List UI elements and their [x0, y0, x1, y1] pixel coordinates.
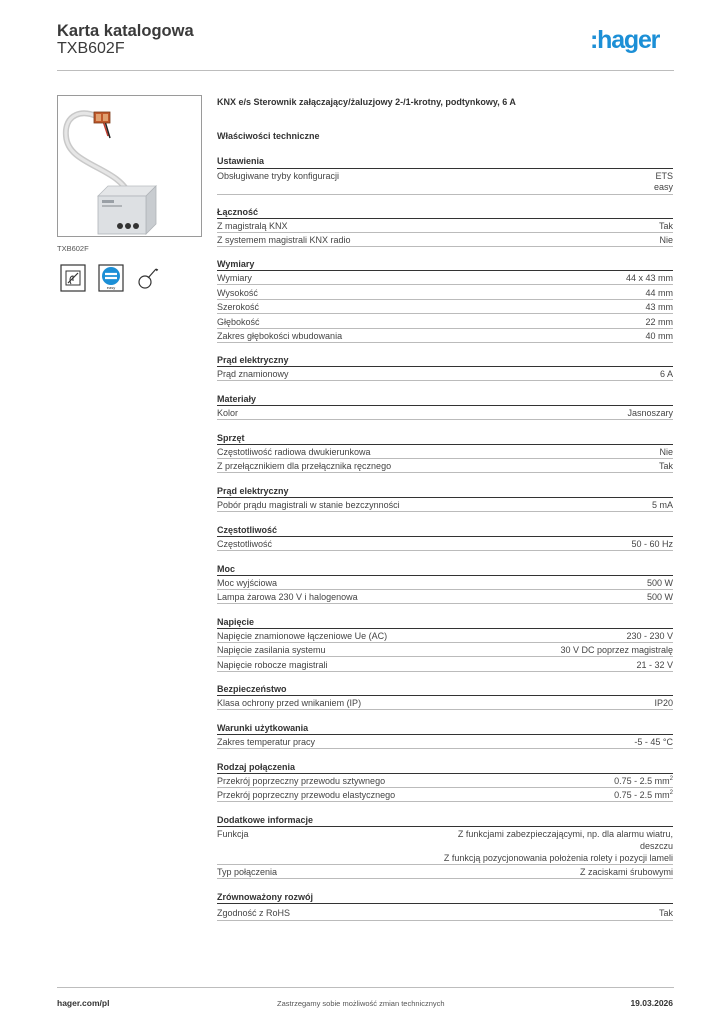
- touch-protection-icon: [60, 264, 86, 292]
- row-divider: [217, 299, 673, 300]
- section-divider: [217, 536, 673, 537]
- spec-value: Jasnoszary: [627, 408, 673, 418]
- section-divider: [217, 695, 673, 696]
- spec-value: 30 V DC poprzez magistralę: [560, 645, 673, 655]
- spec-label: Klasa ochrony przed wnikaniem (IP): [217, 698, 362, 708]
- footer-website-link[interactable]: hager.com/pl: [57, 998, 110, 1008]
- spec-label: Napięcie zasilania systemu: [217, 645, 326, 655]
- spec-label: Napięcie znamionowe łączeniowe Ue (AC): [217, 631, 388, 641]
- row-divider: [217, 380, 673, 381]
- section-divider: [217, 734, 673, 735]
- section-divider: [217, 405, 673, 406]
- spec-value: 6 A: [659, 369, 673, 379]
- spec-value: Nie: [659, 235, 673, 245]
- row-divider: [217, 458, 673, 459]
- hager-logo: [590, 27, 676, 55]
- row-divider: [217, 748, 673, 749]
- product-description: KNX e/s Sterownik załączający/żaluzjowy 2-/1-krotny, podtynkowy, 6 A: [217, 97, 516, 107]
- spec-value-text: 0.75 - 2.5 mm: [614, 790, 670, 800]
- row-divider: [217, 603, 673, 604]
- spec-value: 44 mm: [645, 288, 673, 298]
- technical-properties-title: Właściwości techniczne: [217, 131, 320, 141]
- row-divider: [217, 313, 673, 314]
- section-title: Rodzaj połączenia: [217, 762, 296, 772]
- spec-label: Kolor: [217, 408, 239, 418]
- section-title: Częstotliwość: [217, 525, 278, 535]
- row-divider: [217, 511, 673, 512]
- section-divider: [217, 168, 673, 169]
- section-divider: [217, 270, 673, 271]
- section-title: Ustawienia: [217, 156, 265, 166]
- spec-value: -5 - 45 °C: [634, 737, 673, 747]
- spec-value: 21 - 32 V: [636, 660, 673, 670]
- spec-value: Tak: [658, 221, 673, 231]
- row-divider: [217, 878, 673, 879]
- spec-value: Tak: [658, 908, 673, 918]
- superscript: 2: [669, 776, 673, 782]
- section-divider: [217, 575, 673, 576]
- row-divider: [217, 419, 673, 420]
- spec-value: 50 - 60 Hz: [631, 539, 673, 549]
- spec-value: IP20: [654, 698, 673, 708]
- row-divider: [217, 550, 673, 551]
- spec-value-line-2: easy: [653, 182, 673, 192]
- spec-value-text: 0.75 - 2.5 mm: [614, 776, 670, 786]
- spec-label: Zakres temperatur pracy: [217, 737, 316, 747]
- section-divider: [217, 903, 673, 904]
- spec-label: Pobór prądu magistrali w stanie bezczynności: [217, 500, 400, 510]
- spec-value: 500 W: [646, 592, 673, 602]
- row-divider: [217, 671, 673, 672]
- spec-value-line-3: Z funkcją pozycjonowania położenia rolety i pozycji lameli: [443, 853, 673, 863]
- hager-logo-text: :hager: [590, 27, 660, 54]
- footer-divider: [57, 987, 674, 988]
- spec-label: Szerokość: [217, 302, 260, 312]
- row-divider: [217, 656, 673, 657]
- footer-date: 19.03.2026: [630, 998, 673, 1008]
- section-title: Łączność: [217, 207, 259, 217]
- row-divider: [217, 642, 673, 643]
- row-divider: [217, 232, 673, 233]
- row-divider: [217, 342, 673, 343]
- spec-label: Częstotliwość radiowa dwukierunkowa: [217, 447, 371, 457]
- spec-value: 22 mm: [645, 317, 673, 327]
- section-title: Bezpieczeństwo: [217, 684, 287, 694]
- product-reference: TXB602F: [57, 40, 125, 57]
- spec-label: Zakres głębokości wbudowania: [217, 331, 343, 341]
- row-divider: [217, 589, 673, 590]
- spec-label: Głębokość: [217, 317, 260, 327]
- spec-label: Lampa żarowa 230 V i halogenowa: [217, 592, 358, 602]
- superscript: 2: [669, 790, 673, 796]
- row-divider: [217, 801, 673, 802]
- spec-label: Z magistralą KNX: [217, 221, 288, 231]
- spec-label: Częstotliwość: [217, 539, 273, 549]
- section-title: Dodatkowe informacje: [217, 815, 314, 825]
- spec-label: Wysokość: [217, 288, 258, 298]
- row-divider: [217, 920, 673, 921]
- image-caption: TXB602F: [57, 244, 89, 253]
- section-divider: [217, 773, 673, 774]
- spec-label: Funkcja: [217, 829, 249, 839]
- section-divider: [217, 366, 673, 367]
- row-divider: [217, 472, 673, 473]
- spec-label: Napięcie robocze magistrali: [217, 660, 328, 670]
- spec-label: Typ połączenia: [217, 867, 278, 877]
- spec-value: [614, 776, 673, 786]
- spec-label: Wymiary: [217, 273, 252, 283]
- spec-value: Z funkcjami zabezpieczającymi, np. dla alarmu wiatru,: [457, 829, 673, 839]
- spec-label: Zgodność z RoHS: [217, 908, 291, 918]
- spec-value: ETS: [655, 171, 673, 181]
- spec-value: 5 mA: [651, 500, 673, 510]
- spec-label: Prąd znamionowy: [217, 369, 289, 379]
- product-illustration: [58, 96, 201, 236]
- ets-configuration-icon: [136, 264, 162, 292]
- row-divider: [217, 246, 673, 247]
- section-divider: [217, 826, 673, 827]
- easy-icon-label: easy: [106, 285, 116, 290]
- section-divider: [217, 497, 673, 498]
- row-divider: [217, 328, 673, 329]
- spec-value: Tak: [658, 461, 673, 471]
- spec-value: 500 W: [646, 578, 673, 588]
- section-title: Prąd elektryczny: [217, 486, 289, 496]
- spec-value: Nie: [659, 447, 673, 457]
- section-title: Napięcie: [217, 617, 255, 627]
- row-divider: [217, 194, 673, 195]
- row-divider: [217, 787, 673, 788]
- section-title: Prąd elektryczny: [217, 355, 289, 365]
- page-title: Karta katalogowa: [57, 22, 194, 40]
- section-title: Moc: [217, 564, 235, 574]
- section-divider: [217, 628, 673, 629]
- spec-label: Z systemem magistrali KNX radio: [217, 235, 351, 245]
- section-title: Zrównoważony rozwój: [217, 892, 313, 902]
- spec-label: Obsługiwane tryby konfiguracji: [217, 171, 340, 181]
- spec-value: 44 x 43 mm: [625, 273, 673, 283]
- row-divider: [217, 284, 673, 285]
- feature-icons: [60, 264, 170, 294]
- row-divider: [217, 864, 673, 865]
- section-title: Warunki użytkowania: [217, 723, 309, 733]
- product-image: [57, 95, 202, 237]
- spec-label: Przekrój poprzeczny przewodu elastycznego: [217, 790, 396, 800]
- spec-value: [614, 790, 673, 800]
- easy-configuration-icon: [98, 264, 124, 292]
- section-title: Wymiary: [217, 259, 255, 269]
- spec-value: 43 mm: [645, 302, 673, 312]
- spec-value-line-2: deszczu: [639, 841, 673, 851]
- spec-label: Przekrój poprzeczny przewodu sztywnego: [217, 776, 386, 786]
- section-divider: [217, 218, 673, 219]
- spec-label: Moc wyjściowa: [217, 578, 278, 588]
- spec-value: 230 - 230 V: [626, 631, 673, 641]
- spec-label: Z przełącznikiem dla przełącznika ręcznego: [217, 461, 392, 471]
- section-title: Sprzęt: [217, 433, 245, 443]
- spec-value: 40 mm: [645, 331, 673, 341]
- section-divider: [217, 444, 673, 445]
- spec-value: Z zaciskami śrubowymi: [579, 867, 673, 877]
- row-divider: [217, 709, 673, 710]
- footer-notice: Zastrzegamy sobie możliwość zmian technicznych: [277, 999, 445, 1008]
- section-title: Materiały: [217, 394, 257, 404]
- header-divider: [57, 70, 674, 71]
